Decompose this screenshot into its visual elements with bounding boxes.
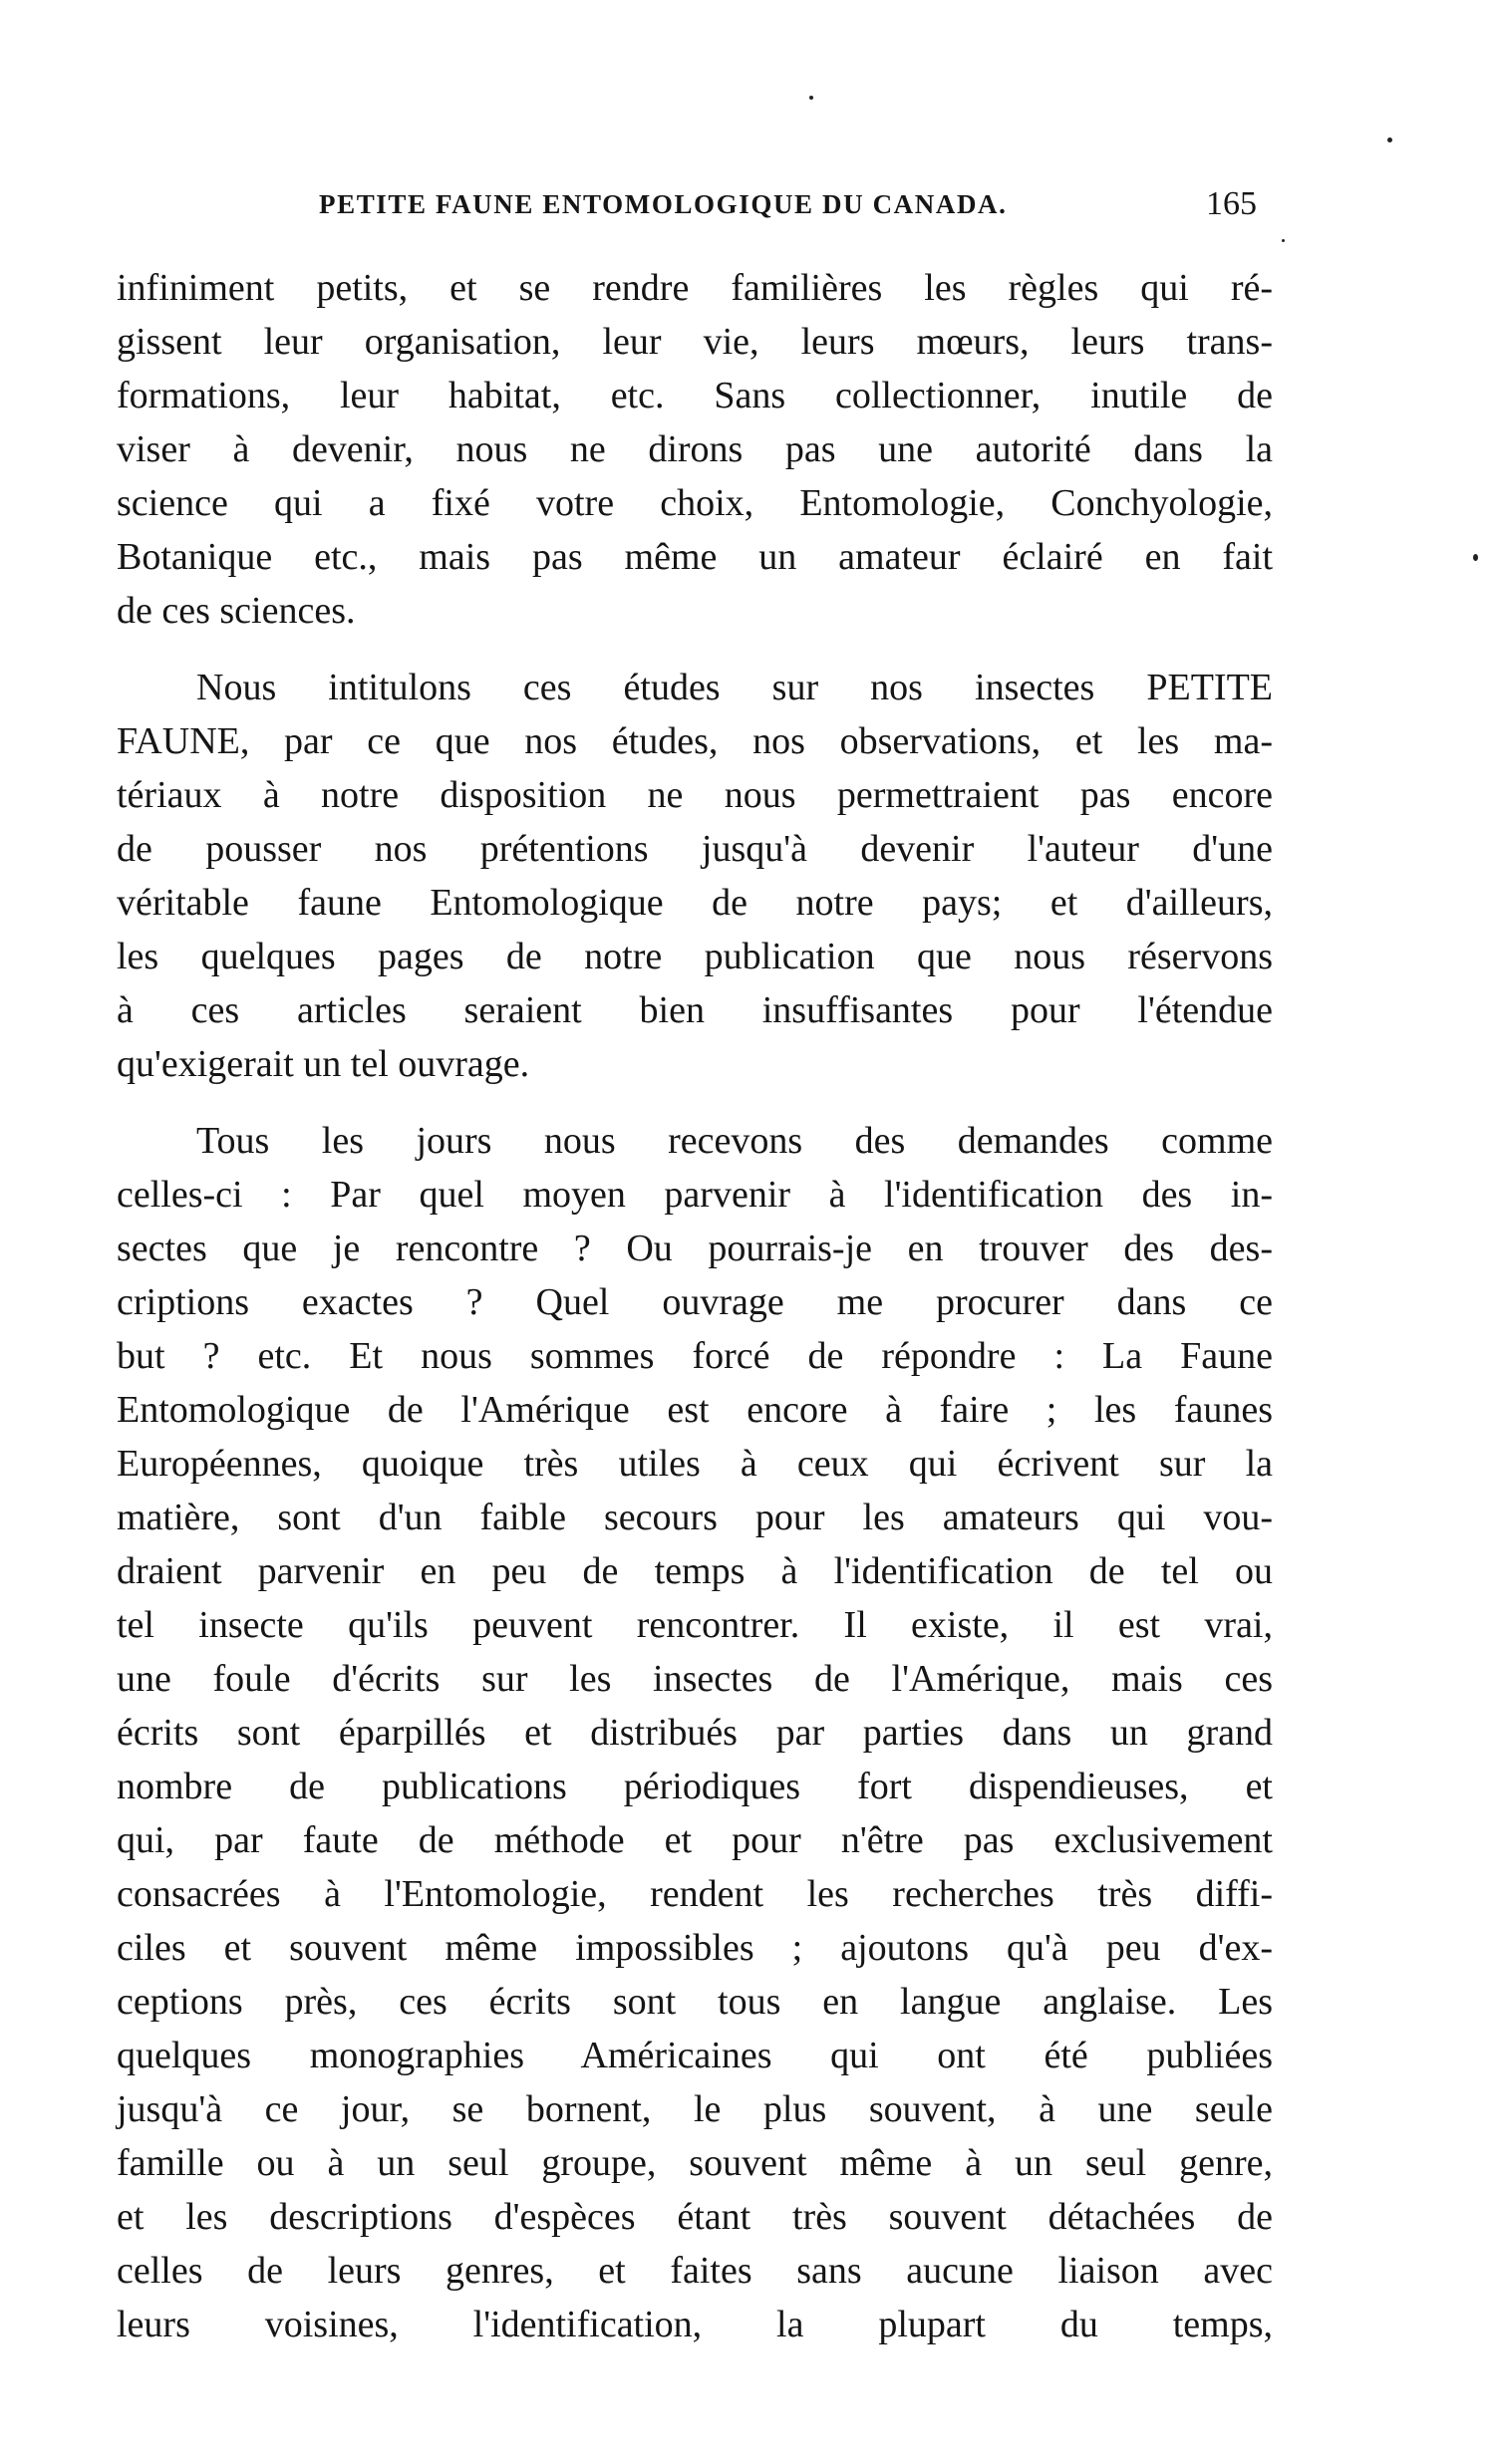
text-line: de pousser nos prétentions jusqu'à devenir l'auteur d'une [117,828,1273,870]
text-line: de ces sciences. [117,590,356,632]
text-line: famille ou à un seul groupe, souvent même à un seul genre, [117,2142,1273,2184]
text-line: Nous intitulons ces études sur nos insectes PETITE [196,667,1273,708]
text-line: ceptions près, ces écrits sont tous en langue anglaise. Les [117,1981,1273,2023]
text-line: écrits sont éparpillés et distribués par parties dans un grand [117,1712,1273,1754]
text-line: criptions exactes ? Quel ouvrage me procurer dans ce [117,1281,1273,1323]
text-line: jusqu'à ce jour, se bornent, le plus souvent, à une seule [117,2088,1273,2130]
text-line: celles de leurs genres, et faites sans aucune liaison avec [117,2250,1273,2292]
text-line: formations, leur habitat, etc. Sans collectionner, inutile de [117,375,1273,416]
text-line: Tous les jours nous recevons des demandes comme [196,1120,1273,1162]
text-line: science qui a fixé votre choix, Entomologie, Conchyologie, [117,482,1273,524]
text-line: gissent leur organisation, leur vie, leurs mœurs, leurs trans- [117,321,1273,363]
text-line: tériaux à notre disposition ne nous permettraient pas encore [117,774,1273,816]
page-number: 165 [1206,185,1257,222]
text-line: but ? etc. Et nous sommes forcé de répondre : La Faune [117,1335,1273,1377]
text-line: les quelques pages de notre publication que nous réservons [117,936,1273,977]
text-line: draient parvenir en peu de temps à l'identification de tel ou [117,1550,1273,1592]
text-line: une foule d'écrits sur les insectes de l'Amérique, mais ces [117,1658,1273,1700]
text-line: quelques monographies Américaines qui ont été publiées [117,2035,1273,2076]
scan-speck [1387,137,1392,142]
text-line: viser à devenir, nous ne dirons pas une autorité dans la [117,428,1273,470]
text-line: FAUNE, par ce que nos études, nos observations, et les ma- [117,720,1273,762]
text-line: qui, par faute de méthode et pour n'être pas exclusivement [117,1819,1273,1861]
text-line: consacrées à l'Entomologie, rendent les recherches très diffi- [117,1873,1273,1915]
paragraph-1 [117,261,1273,638]
text-line: véritable faune Entomologique de notre pays; et d'ailleurs, [117,882,1273,924]
page-header [309,185,1306,239]
text-line: Botanique etc., mais pas même un amateur éclairé en fait [117,536,1273,578]
paragraph-3 [117,1114,1273,2351]
text-line: à ces articles seraient bien insuffisantes pour l'étendue [117,989,1273,1031]
text-line: matière, sont d'un faible secours pour les amateurs qui vou- [117,1497,1273,1538]
scan-speck [1473,554,1478,561]
body-text [117,261,1273,2351]
scan-speck [1282,239,1285,242]
text-line: ciles et souvent même impossibles ; ajoutons qu'à peu d'ex- [117,1927,1273,1969]
text-line: leurs voisines, l'identification, la plupart du temps, [117,2304,1273,2345]
text-line: et les descriptions d'espèces étant très souvent détachées de [117,2196,1273,2238]
text-line: tel insecte qu'ils peuvent rencontrer. Il existe, il est vrai, [117,1604,1273,1646]
text-line: infiniment petits, et se rendre familières les règles qui ré- [117,267,1273,309]
text-line: nombre de publications périodiques fort dispendieuses, et [117,1766,1273,1807]
scan-speck [809,96,813,100]
text-line: qu'exigerait un tel ouvrage. [117,1043,530,1085]
text-line: sectes que je rencontre ? Ou pourrais-je en trouver des des- [117,1228,1273,1269]
text-line: celles-ci : Par quel moyen parvenir à l'identification des in- [117,1174,1273,1216]
text-line: Entomologique de l'Amérique est encore à faire ; les faunes [117,1389,1273,1431]
text-line: Européennes, quoique très utiles à ceux qui écrivent sur la [117,1443,1273,1485]
paragraph-2 [117,661,1273,1091]
running-title: PETITE FAUNE ENTOMOLOGIQUE DU CANADA. [319,189,1008,219]
